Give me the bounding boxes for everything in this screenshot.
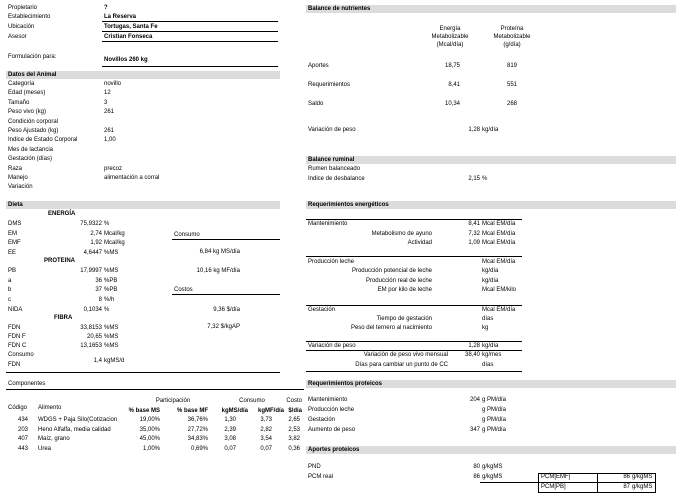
aportes-proteina: 819 <box>506 63 517 69</box>
indice-label: Indice de desbalance <box>308 176 365 182</box>
comp-codigo: 434 <box>17 417 28 423</box>
pcm-pb-label: PCM[PB] <box>541 484 566 490</box>
variacion-mensual-label: Variación de peso vivo mensual <box>363 352 448 358</box>
pb-label: PB <box>8 268 17 274</box>
divider <box>306 341 522 342</box>
comp-alimento: Maíz, grano <box>38 436 70 442</box>
group-consumo: Consumo <box>239 398 265 404</box>
emf-value: 1,92 <box>90 240 102 246</box>
animal-field-label: Gestación (días) <box>8 156 53 163</box>
variacion-label: Variación de peso <box>308 343 356 349</box>
prot-req-unit: g PM/día <box>482 427 507 433</box>
dieta-section-title: Dieta <box>6 201 280 209</box>
fdnc-value: 13,1653 <box>80 343 102 349</box>
comp-codigo: 407 <box>17 436 28 442</box>
dms-label: DMS <box>8 221 22 227</box>
metabolismo-value: 7,32 <box>468 231 480 237</box>
a-value: 36 <box>95 278 102 284</box>
prot-req-label: Producción leche <box>308 407 355 413</box>
proteina-title: PROTEINA <box>44 258 76 264</box>
aportes-energia: 18,75 <box>444 63 460 69</box>
metabolismo-unit: Mcal EM/día <box>482 231 516 237</box>
animal-field-label: Edad (meses) <box>8 90 46 97</box>
real-unit: kg/día <box>482 278 499 284</box>
mantenimiento-label: Mantenimiento <box>308 221 348 227</box>
animal-field-label: Tamaño <box>8 99 30 106</box>
divider <box>6 372 280 373</box>
pcm-emf-unit: g/kgMS <box>632 474 653 480</box>
divider <box>6 389 304 390</box>
rumen-status: Rumen balanceado <box>308 166 361 172</box>
propietario-label: Propietario <box>8 5 38 11</box>
animal-field-value: novillo <box>104 81 122 87</box>
fdn-unit: %MS <box>104 325 119 331</box>
produccion-unit: Mcal EM/día <box>482 259 516 265</box>
prot-req-value: 204 <box>469 397 480 403</box>
prot-req-label: Gestación <box>308 417 336 423</box>
fdn2-unit: kgMS/d <box>104 358 125 364</box>
animal-field-label: Raza <box>8 165 23 172</box>
fdn2-value: 1,4 <box>93 358 102 364</box>
animal-field-value: 261 <box>104 128 115 134</box>
animal-field-value: 12 <box>104 90 111 97</box>
requerimientos-proteina: 551 <box>506 82 517 88</box>
potencial-label: Producción potencial de leche <box>351 268 432 274</box>
costo-dia: 9,36 $/día <box>213 307 240 313</box>
pnd-unit: g/kgMS <box>482 464 503 470</box>
animal-field-value: 3 <box>104 99 108 106</box>
produccion-label: Producción leche <box>308 259 355 265</box>
divider <box>172 294 280 295</box>
actividad-value: 1,09 <box>468 240 480 246</box>
animal-field-value: 261 <box>104 109 115 116</box>
animal-field-label: Variación <box>8 184 33 191</box>
ubicacion-value: Tortugas, Santa Fe <box>104 24 158 30</box>
dias-cc-unit: días <box>482 362 494 368</box>
prot-req-value: 347 <box>469 427 480 433</box>
comp-alimento: WDGS + Paja Silo(Cotizacion <box>38 417 118 423</box>
pb-value: 17,9997 <box>80 268 102 274</box>
consumo-box-title: Consumo <box>174 232 200 238</box>
divider <box>306 371 522 372</box>
nida-label: NIDA <box>8 307 23 313</box>
fibra-title: FIBRA <box>54 315 73 321</box>
pnd-label: PND <box>308 464 321 470</box>
indice-unit: % <box>482 176 488 182</box>
balance-nutrientes-title: Balance de nutrientes <box>306 5 676 13</box>
animal-field-label: Peso vivo (kg) <box>8 109 47 116</box>
fdnf-label: FDN F <box>8 334 26 340</box>
comp-base-mf: 0,69% <box>190 445 208 452</box>
prot-req-unit: g PM/día <box>482 407 507 413</box>
dms-unit: % <box>104 221 110 227</box>
a-label: a <box>8 278 12 284</box>
comp-alimento: Urea <box>38 445 52 452</box>
col-kgmf: kgMF/día <box>257 408 284 414</box>
tiempo-unit: días <box>482 316 494 322</box>
componentes-title: Componentes <box>8 381 46 387</box>
tiempo-label: Tiempo de gestación <box>376 316 432 322</box>
divider <box>480 482 538 483</box>
real-label: Producción real de leche <box>365 278 432 284</box>
prot-req-label: Mantenimiento <box>308 397 348 403</box>
metabolismo-label: Metabolismo de ayuno <box>371 231 432 237</box>
comp-base-ms: 35,00% <box>139 426 160 433</box>
variacion-mensual-unit: kg/mes <box>482 352 502 358</box>
col-energia-1: Energía <box>439 26 461 32</box>
pcm-emf-label: PCM[EMF] <box>541 474 571 480</box>
req-proteicos-title: Requerimientos proteicos <box>306 380 676 388</box>
potencial-unit: kg/día <box>482 268 499 274</box>
c-unit: %/h <box>104 297 115 303</box>
variacion-unit: kg/día <box>482 343 499 349</box>
em-kilo-label: EM por kilo de leche <box>377 287 432 293</box>
divider <box>102 66 278 67</box>
variacion-peso-unit: kg/día <box>482 127 499 133</box>
fdnf-value: 20,65 <box>86 334 102 340</box>
fdn-label: FDN <box>8 325 21 331</box>
pcm-value: 86 <box>473 474 480 480</box>
energia-title: ENERGÍA <box>48 211 76 217</box>
requerimientos-energia: 8,41 <box>448 82 460 88</box>
animal-field-value: alimentación a corral <box>104 175 160 181</box>
consumo-label: Consumo <box>8 352 34 358</box>
comp-kgmf: 2,82 <box>260 426 272 433</box>
comp-base-ms: 45,00% <box>139 436 160 442</box>
mantenimiento-value: 8,41 <box>468 221 480 227</box>
variacion-peso-label: Variación de peso <box>308 127 356 133</box>
comp-base-ms: 19,00% <box>139 417 160 423</box>
ubicacion-label: Ubicación <box>8 24 35 30</box>
pcm-unit: g/kgMS <box>482 474 503 480</box>
comp-base-ms: 1,00% <box>142 445 160 452</box>
comp-kgmf: 3,73 <box>260 417 272 423</box>
formulacion-label: Formulación para: <box>8 54 57 60</box>
aportes-proteicos-title: Aportes proteicos <box>306 446 676 454</box>
comp-base-mf: 36,76% <box>187 417 208 423</box>
balance-ruminal-title: Balance ruminal <box>306 156 676 164</box>
consumo-mf: 10,16 kg MF/día <box>196 268 240 274</box>
animal-field-label: Categoría <box>8 81 35 87</box>
comp-kgms: 2,39 <box>224 426 236 433</box>
establecimiento-value: La Reserva <box>104 14 137 20</box>
formulacion-value: Novillos 260 kg <box>104 57 148 63</box>
aportes-label: Aportes <box>308 63 329 69</box>
mantenimiento-unit: Mcal EM/día <box>482 221 516 227</box>
col-kgms: kgMS/día <box>221 408 248 414</box>
col-proteina-2: Metabolizable <box>493 34 531 40</box>
a-unit: %PB <box>104 278 118 284</box>
comp-costo: 2,53 <box>288 426 300 433</box>
divider <box>306 256 522 257</box>
em-kilo-unit: Mcal EM/kilo <box>482 287 517 293</box>
col-proteina-1: Proteína <box>500 26 524 32</box>
divider <box>102 41 278 42</box>
peso-ternero-label: Peso del ternero al nacimiento <box>350 325 432 331</box>
comp-base-mf: 34,83% <box>187 436 208 442</box>
comp-alimento: Heno Alfalfa, media calidad <box>38 426 111 433</box>
indice-value: 2,15 <box>468 176 480 182</box>
variacion-mensual-value: 38,40 <box>464 352 480 358</box>
comp-kgms: 0,07 <box>224 445 236 452</box>
col-costo: $/día <box>288 408 302 414</box>
animal-section-title: Datos del Animal <box>6 71 280 79</box>
actividad-unit: Mcal EM/día <box>482 240 516 246</box>
fdn-value: 33,8153 <box>80 325 102 331</box>
b-label: b <box>8 287 12 293</box>
comp-costo: 2,65 <box>288 417 300 423</box>
c-value: 8 <box>98 297 102 303</box>
actividad-label: Actividad <box>407 240 432 246</box>
asesor-value: Cristian Fonseca <box>104 34 153 40</box>
pb-unit: %MS <box>104 268 119 274</box>
nida-unit: % <box>104 307 110 313</box>
comp-kgms: 3,08 <box>224 436 236 442</box>
pcm-emf-value: 86 <box>623 474 630 480</box>
b-unit: %PB <box>104 287 118 293</box>
saldo-label: Saldo <box>308 101 324 107</box>
pcm-pb-value: 87 <box>623 484 630 490</box>
col-energia-3: (Mcal/día) <box>436 42 464 48</box>
col-base-ms: % base MS <box>128 408 160 414</box>
comp-kgms: 1,30 <box>224 417 236 423</box>
ee-label: EE <box>8 250 17 256</box>
pnd-value: 80 <box>473 464 480 470</box>
comp-costo: 0,36 <box>288 445 300 452</box>
asesor-label: Asesor <box>8 34 27 40</box>
em-label: EM <box>8 231 17 237</box>
saldo-proteina: 268 <box>506 101 517 107</box>
divider <box>102 31 278 32</box>
propietario-value: ? <box>104 5 108 11</box>
col-energia-2: Metabolizable <box>431 34 469 40</box>
consumo-ms: 6,84 kg MS/día <box>199 249 240 255</box>
animal-field-label: Condición corporal <box>8 118 59 125</box>
gestacion-unit: Mcal EM/día <box>482 307 516 313</box>
animal-field-label: Indice de Estado Corporal <box>8 137 78 144</box>
comp-codigo: 443 <box>17 445 28 452</box>
variacion-value: 1,28 <box>468 343 480 349</box>
divider <box>172 239 280 240</box>
comp-kgmf: 3,54 <box>260 436 272 442</box>
em-value: 2,74 <box>90 231 102 237</box>
prot-req-unit: g PM/día <box>482 417 507 423</box>
divider <box>306 305 522 306</box>
fdnf-unit: %MS <box>104 334 119 340</box>
group-costo: Costo <box>286 398 302 404</box>
gestacion-label: Gestación <box>308 307 336 313</box>
variacion-peso-value: 1,28 <box>468 127 480 133</box>
saldo-energia: 10,34 <box>444 101 460 107</box>
costo-kgap: 7,32 $/kgAP <box>207 324 240 330</box>
comp-codigo: 203 <box>17 426 28 433</box>
col-proteina-3: (g/día) <box>503 42 521 48</box>
comp-costo: 3,82 <box>288 436 300 442</box>
animal-field-label: Peso Ajustado (kg) <box>8 128 59 134</box>
pcm-label: PCM real <box>308 474 334 480</box>
fdn2-label: FDN <box>8 362 21 368</box>
prot-req-label: Aumento de peso <box>308 427 356 433</box>
emf-unit: Mcal/kg <box>104 240 125 246</box>
animal-field-value: precoz <box>104 165 123 172</box>
comp-kgmf: 0,07 <box>260 445 272 452</box>
col-base-mf: % base MF <box>176 408 208 414</box>
c-label: c <box>8 297 11 303</box>
fdnc-unit: %MS <box>104 343 119 349</box>
divider <box>597 473 598 493</box>
pcm-pb-unit: g/kgMS <box>632 484 653 490</box>
ee-unit: %MS <box>104 250 119 256</box>
fdnc-label: FDN C <box>8 343 27 349</box>
establecimiento-label: Establecimiento <box>8 14 51 20</box>
animal-field-label: Mes de lactancia <box>8 146 54 153</box>
animal-field-label: Manejo <box>8 175 28 181</box>
b-value: 37 <box>95 287 102 293</box>
em-unit: Mcal/kg <box>104 231 125 237</box>
animal-field-value: 1,00 <box>104 137 116 144</box>
divider <box>306 219 522 220</box>
dias-cc-label: Días para cambiar un punto de CC <box>355 362 448 368</box>
costos-box-title: Costos <box>174 287 193 293</box>
col-codigo: Código <box>8 405 28 411</box>
group-participacion: Participación <box>155 398 191 404</box>
col-alimento: Alimento <box>38 405 62 411</box>
dms-value: 75,9322 <box>80 221 102 227</box>
requerimientos-label: Requerimientos <box>308 82 351 88</box>
emf-label: EMF <box>8 240 21 246</box>
peso-ternero-unit: kg <box>482 325 489 331</box>
ee-value: 4,6447 <box>83 250 102 256</box>
divider <box>102 21 278 22</box>
comp-base-mf: 27,72% <box>187 426 208 433</box>
divider <box>306 350 522 351</box>
nida-value: 0,1034 <box>83 307 102 313</box>
prot-req-unit: g PM/día <box>482 397 507 403</box>
req-energeticos-title: Requerimientos energéticos <box>306 201 676 209</box>
